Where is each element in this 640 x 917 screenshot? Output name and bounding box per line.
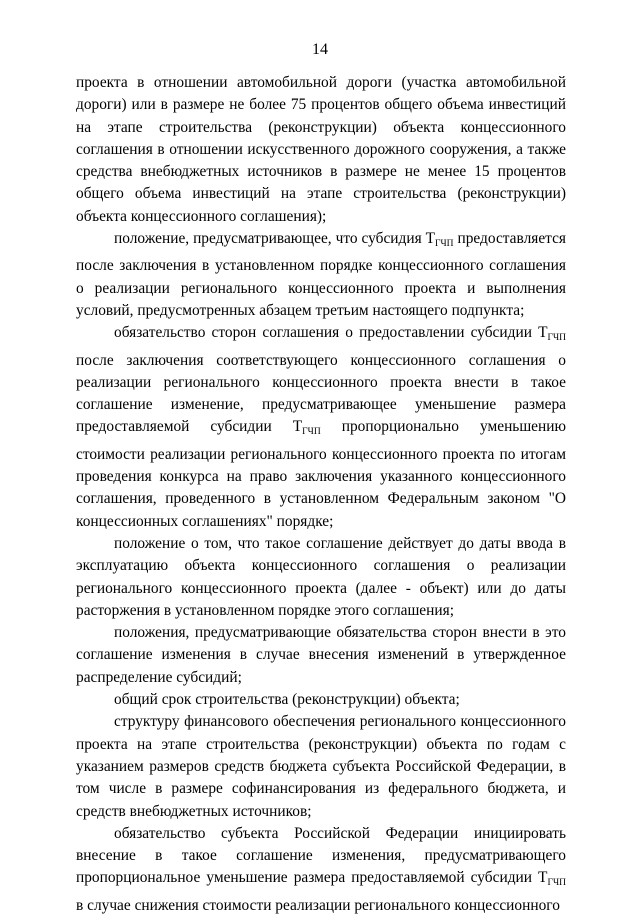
paragraph: положения, предусматривающие обязательства сторон внести в это соглашение изменения в случае внесения изменений в утвержденное распределение субсидий; [76,624,566,686]
paragraph: общий срок строительства (реконструкции) объекта; [114,691,460,709]
paragraph: проекта в отношении автомобильной дороги (участка автомобильной дороги) или в размере не более 75 процентов общего объема инвестиций на этапе строительства (реконструкции) объекта концессионного соглашения в отношении искусственного дорожного сооружения, а также средства внебюджетных источников в размере не менее 15 процентов общего объема инвестиций на этапе строительства (реконструкции) объекта концессионного соглашения); [76,74,566,225]
paragraph: положение о том, что такое соглашение действует до даты ввода в эксплуатацию объекта концессионного соглашения о реализации регионального концессионного проекта (далее - объект) или до даты расторжения в установленном порядке этого соглашения; [76,534,566,619]
subscript: ГЧП [435,239,454,250]
page-number: 14 [312,41,328,58]
subscript: ГЧП [547,878,566,889]
paragraph: обязательство субъекта Российской Федерации инициировать внесение в такое соглашение изменения, предусматривающего пропорциональное уменьшение размера предоставляемой субсидии $Т_{ГЧП}$ в случае снижения стоимости реализации регионального концессионного [76,824,566,914]
paragraph: обязательство сторон соглашения о предоставлении субсидии $Т_{ГЧП}$ после заключения соответствующего концессионного соглашения о реализации регионального концессионного проекта внести в такое соглашение изменение, предусматривающее уменьшение размера предоставляемой субсидии $Т_{ГЧП}$ пропорционально уменьшению стоимости реализации регионального концессионного проекта по итогам проведения конкурса на право заключения указанного концессионного соглашения, проведенного в установленном Федеральным законом "О концессионных соглашениях" порядке; [76,324,566,530]
paragraph: положение, предусматривающее, что субсидия $Т_{ГЧП}$ предоставляется после заключения в установленном порядке концессионного соглашения о реализации регионального концессионного проекта и выполнения условий, предусмотренных абзацем третьим настоящего подпункта; [76,230,566,319]
paragraph: структуру финансового обеспечения регионального концессионного проекта на этапе строительства (реконструкции) объекта по годам с указанием размеров средств бюджета субъекта Российской Федерации, в том числе в размере софинансирования из федерального бюджета, и средств внебюджетных источников; [76,713,566,820]
subscript: ГЧП [547,333,566,344]
subscript: ГЧП [302,427,321,438]
document-body [76,72,566,917]
